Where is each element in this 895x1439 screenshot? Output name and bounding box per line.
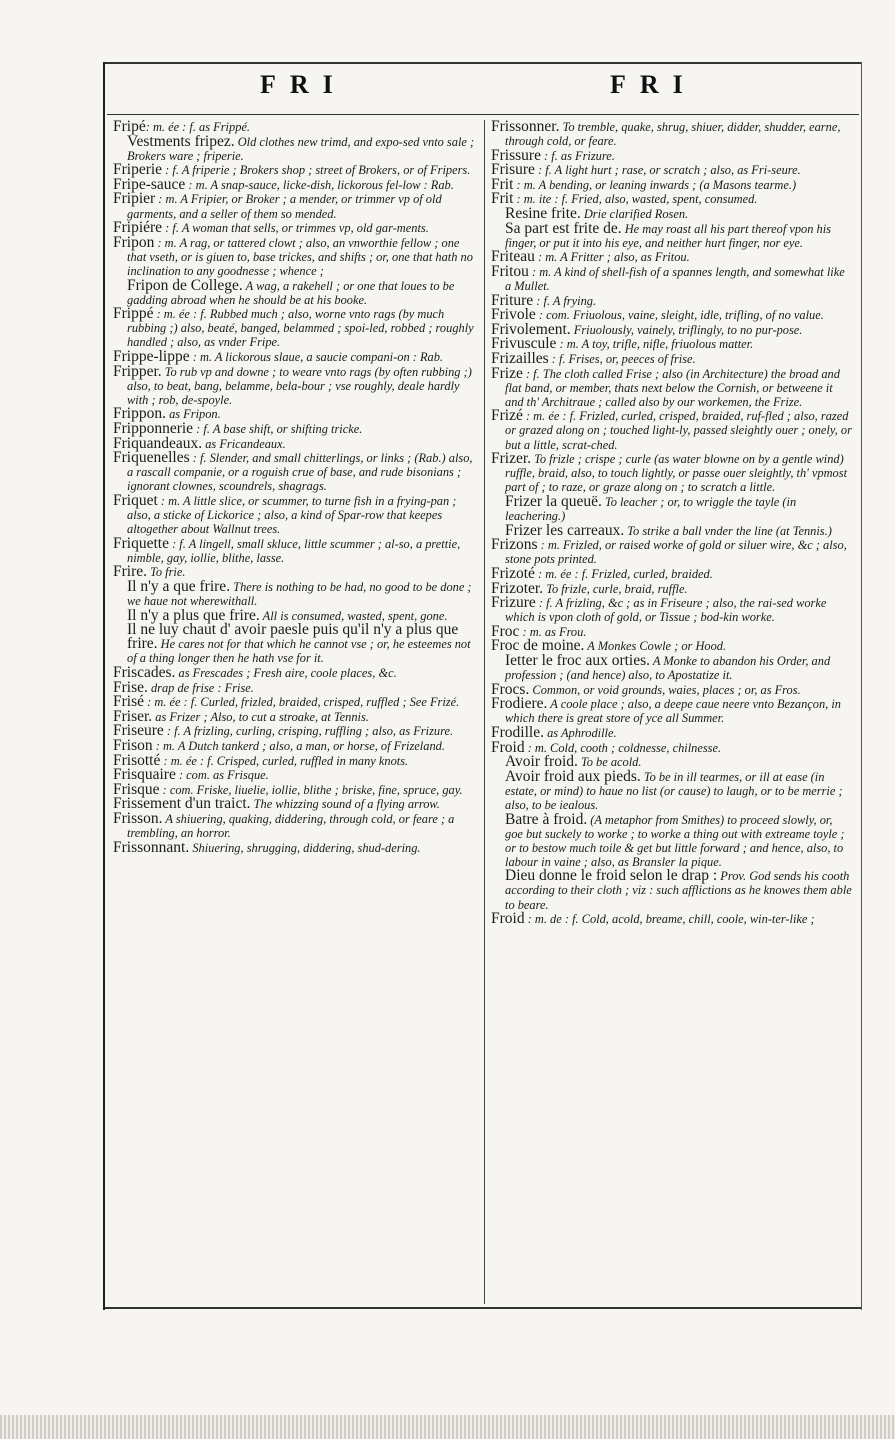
entry-headword: Fripe-sauce [113,175,186,193]
entry-definition: : f. A frizling, curling, crisping, ruffling ; also, as Frizure. [163,724,454,739]
dictionary-entry [491,120,853,148]
entry-headword: Friser. [113,707,153,725]
entry-definition: Old clothes new trimd, and expo-sed vnto sale ; Brokers ware ; friperie. [127,134,475,163]
entry-definition: To be in ill tearmes, or ill at ease (in estate, or mind) to haue no list (or cause) to laugh, or to be merrie ; also, to be iealous. [505,769,843,812]
entry-headword: Resine frite. [505,205,581,223]
dictionary-entry [113,175,475,193]
entry-definition: Drie clarified Rosen. [580,207,689,222]
entry-definition: To tremble, quake, shrug, shiuer, didder, shudder, earne, through cold, or feare. [505,120,841,149]
entry-definition: A Monke to abandon his Order, and profession ; (and hence) also, to Apostatize it. [505,653,831,683]
entry-headword: Frit [491,175,514,193]
entry-headword: Frocs. [491,680,530,698]
dictionary-entry [113,350,475,364]
entry-headword: Frisure [491,161,535,179]
entry-headword: Frisquaire [113,766,176,784]
entry-definition: : m. ée : f. Crisped, curled, ruffled in many knots. [160,753,409,768]
dictionary-entry [491,596,853,624]
dictionary-entry [491,521,853,539]
entry-headword: Friscades. [113,664,176,682]
entry-definition: : m. as Frou. [519,624,587,639]
entry-headword: Frizoter. [491,579,544,597]
entry-definition: A Monkes Cowle ; or Hood. [584,639,727,654]
entry-headword: Frodille. [491,723,544,741]
dictionary-entry [113,797,475,811]
entry-headword: Frippon. [113,405,166,423]
entry-definition: Shiuering, shrugging, diddering, shud-dering. [189,840,421,855]
entry-headword: Il n'y a plus que frire. [127,606,260,624]
dictionary-entry [491,352,853,366]
entry-headword: Frodiere. [491,695,548,713]
dictionary-entry [491,869,853,911]
entry-headword: Fritou [491,262,529,280]
entry-headword: Fripé [113,120,146,135]
entry-headword: Il n'y a que frire. [127,578,231,595]
entry-headword: Frise. [113,678,148,696]
dictionary-entry [113,221,475,235]
entry-headword: Friquet [113,491,158,509]
entry-definition: as Aphrodille. [543,725,617,740]
entry-definition: : m. A Fritter ; also, as Fritou. [534,250,690,265]
left-column [113,120,475,1300]
entry-headword: Frivolement. [491,320,571,338]
entry-definition: : com. as Frisque. [175,768,269,783]
entry-headword: Frisque [113,780,160,798]
entry-definition: A wag, a rakehell ; or one that loues to be gadding abroad when he should be at his booke. [127,278,455,307]
dictionary-entry [113,491,475,537]
entry-headword: Ietter le froc aux orties. [505,651,651,669]
dictionary-entry [113,623,475,665]
entry-definition: : m. ée : f. Frizled, curled, crisped, braided, ruf-fled ; also, razed or grazed along on ; touched light-ly, passed sleightly ouer ; onely, or but a little, scrat-ched. [505,409,852,452]
dictionary-entry [113,307,475,349]
entry-headword: Il ne luy chaut d' avoir paesle puis qu'il n'y a plus que frire. [127,621,459,653]
entry-definition: A shiuering, quaking, diddering, through cold, or feare ; a trembling, an horror. [127,812,455,841]
dictionary-entry [491,810,853,869]
entry-definition: : m. ée : f. Curled, frizled, braided, crisped, ruffled ; See Frizé. [144,695,460,710]
entry-definition: : m. A toy, trifle, nifle, friuolous matter. [556,337,754,352]
entry-headword: Frippe-lippe [113,348,190,365]
entry-definition: All is consumed, wasted, spent, gone. [259,608,448,623]
running-head-left: FRI [260,70,347,99]
entry-definition: : f. A frizling, &c ; as in Friseure ; also, the rai-sed worke which is vpon cloth of gold, or Tissue ; bod-kin worke. [505,596,827,625]
entry-definition: : m. A snap-sauce, licke-dish, lickorous fel-low : Rab. [185,177,454,192]
entry-headword: Batre à froid. [505,810,588,828]
entry-headword: Friquette [113,534,169,552]
dictionary-entry [491,492,853,524]
entry-definition: : f. Slender, and small chitterlings, or links ; (Rab.) also, a rascall companie, or a roguish crue of base, and rude bisonians ; ignorant clownes, scoundrels, shagrags. [127,451,473,494]
entry-definition: : f. A base shift, or shifting tricke. [193,421,363,436]
entry-definition: : f. The cloth called Frise ; also (in Architecture) the broad and flat band, or member, thats next below the Cornish, or betweene it and th' Architraue ; called also by our workemen, the Frize. [505,366,840,409]
dictionary-entry [491,364,853,409]
dictionary-entry [113,739,475,753]
entry-definition: : f. A frying. [533,293,597,308]
entry-definition: To leacher ; or, to wriggle the tayle (in leachering.) [505,494,797,524]
entry-headword: Frizure [491,594,536,612]
entry-headword: Frizailles [491,350,549,367]
entry-headword: Froc [491,622,520,640]
dictionary-entry [491,163,853,177]
entry-definition: : m. ée : f. Frizled, curled, braided. [534,566,713,581]
entry-headword: Frison [113,737,153,755]
dictionary-entry [491,250,853,264]
entry-definition: : m. ée : f. Rubbed much ; also, worne vnto rags (by much rubbing ;) also, beaté, banged, belammed ; spoi-led, robbed ; roughly handled ; also, as vnder Fripe. [127,307,474,350]
column-divider [484,120,485,1304]
entry-headword: Frizer. [491,450,532,468]
entry-definition: drap de frise : Frise. [147,680,254,695]
entry-headword: Frire. [113,563,148,581]
entry-definition: : f. Frises, or, peeces of frise. [548,352,696,366]
entry-headword: Frizé [491,407,523,425]
entry-definition: : f. as Frizure. [540,148,615,163]
entry-definition: : m. A little slice, or scummer, to turne fish in a frying-pan ; also, a sticke of Lickorice ; also, a kind of Spar-row that keepes altogether about Wallnut trees. [127,493,457,537]
dictionary-entry [113,132,475,163]
entry-definition: A coole place ; also, a deepe caue neere vnto Bezançon, in which there is great store of yce all Summer. [505,697,841,726]
entry-headword: Frit [491,190,514,208]
entry-definition: : m. A Fripier, or Broker ; a mender, or trimmer vp of old garments, and a seller of them so mended. [127,192,442,221]
entry-definition: : m. A kind of shell-fish of a spannes length, and somewhat like a Mullet. [505,264,845,294]
entry-definition: Friuolously, vainely, triflingly, to no pur-pose. [570,322,803,337]
dictionary-entry [491,452,853,494]
dictionary-entry [113,724,475,738]
dictionary-entry [113,362,475,407]
entry-definition: : m. A rag, or tattered clowt ; also, an vnworthie fellow ; one that vseth, or is giuen to, base trickes, and shifts ; or, one that hath no inclination to any goodnesse ; whence ; [127,235,473,278]
entry-headword: Friteau [491,248,535,266]
entry-headword: Frivuscule [491,335,557,353]
scan-edge-band [0,1415,895,1439]
entry-headword: Frisson. [113,810,163,827]
entry-headword: Frissonner. [491,120,560,135]
entry-headword: Friquandeaux. [113,434,203,452]
entry-headword: Froc de moine. [491,637,585,655]
entry-definition: Common, or void grounds, waies, places ; or, as Fros. [529,682,801,697]
dictionary-entry [491,767,853,812]
entry-headword: Frizoté [491,564,535,582]
entry-definition: : m. A bending, or leaning inwards ; (a Masons tearme.) [513,177,797,192]
entry-definition: : f. A lingell, small skluce, little scummer ; al-so, a prettie, nimble, gay, iollie, blithe, lasse. [127,536,461,565]
dictionary-entry [491,146,853,164]
entry-headword: Frissement d'un traict. [113,795,251,813]
entry-headword: Fripier [113,190,156,208]
dictionary-entry [113,678,475,696]
dictionary-entry [491,409,853,451]
entry-headword: Friquenelles [113,449,190,467]
entry-definition: : m. de : f. Cold, acold, breame, chill, coole, win-ter-like ; [524,912,815,927]
dictionary-entry [113,838,475,856]
dictionary-entry [113,451,475,493]
entry-definition: To rub vp and downe ; to weare vnto rags (by often rubbing ;) also, to beat, bang, belamme, bela-bour ; vse roughly, deale hardly with ; rob, de-spoyle. [127,364,472,407]
entry-definition: (A metaphor from Smithes) to proceed slowly, or, goe but suckely to worke ; to worke a thing out with extreame toyle ; or to bestow much toile & get but little forward ; and hence, also, to labour in vaine ; also, as Bransler la pique. [505,812,845,869]
entry-definition: : m. ée : f. as Frippé. [145,120,250,134]
entry-definition: He may roast all his part thereof vpon his finger, or put it into his eye, and neither hurt finger, nor eye. [505,221,832,250]
dictionary-entry [113,534,475,565]
entry-headword: Friture [491,291,534,309]
dictionary-entry [113,666,475,680]
entry-definition: The whizzing sound of a flying arrow. [250,797,440,812]
entry-headword: Frisé [113,693,144,711]
entry-definition: To strike a ball vnder the line (at Tennis.) [624,523,832,538]
dictionary-entry [113,707,475,725]
entry-headword: Froid [491,910,525,928]
dictionary-entry [113,580,475,608]
entry-definition: : f. A light hurt ; rase, or scratch ; also, as Fri-seure. [534,163,801,178]
dictionary-entry [491,579,853,597]
top-rule [105,62,861,64]
entry-definition: : m. Cold, cooth ; coldnesse, chilnesse. [524,740,722,755]
dictionary-entry [491,651,853,683]
entry-headword: Fripiére [113,219,163,237]
entry-definition: To frizle ; crispe ; curle (as water blowne on by a gentle wind) ruffle, braid, also, to touch lightly, or passe ouer sleightly, th' vpmost part of ; to raze, or graze along on ; to scratch a little. [505,452,848,495]
entry-headword: Vestments fripez. [127,132,235,150]
dictionary-entry [113,276,475,307]
entry-definition: as Fricandeaux. [202,436,286,451]
dictionary-entry [491,291,853,309]
entry-definition: : m. Frizled, or raised worke of gold or siluer wire, &c ; also, stone pots printed. [505,538,847,567]
entry-definition: He cares not for that which he cannot vse ; or, he esteemes not of a thing longer then he hath vse for it. [127,637,471,666]
entry-headword: Fripponnerie [113,419,194,437]
dictionary-entry [113,192,475,220]
entry-definition: : com. Friuolous, vaine, sleight, idle, trifling, of no value. [535,308,824,323]
entry-definition: To frie. [147,565,186,580]
dictionary-entry [113,812,475,840]
right-column [491,120,853,1302]
entry-definition: : f. A friperie ; Brokers shop ; street of Brokers, or of Fripers. [162,163,471,178]
entry-headword: Frissure [491,146,541,164]
entry-headword: Friperie [113,161,163,179]
entry-definition: as Frescades ; Fresh aire, coole places, &c. [175,666,397,681]
dictionary-entry [491,564,853,582]
entry-definition: : m. ite : f. Fried, also, wasted, spent, consumed. [513,192,758,207]
entry-definition: To be acold. [577,755,642,770]
bottom-rule [105,1307,861,1309]
entry-headword: Friseure [113,722,164,740]
entry-headword: Frize [491,364,523,382]
header-rule [107,114,859,115]
dictionary-entry [113,768,475,782]
entry-definition: Prov. God sends his cooth according to their cloth ; viz : such afflictions as he knowes them able to beare. [505,869,852,912]
entry-definition: : com. Friske, liuelie, iollie, blithe ; briske, fine, spruce, gay. [159,782,463,797]
entry-headword: Frippé [113,305,154,323]
dictionary-entry [491,175,853,193]
entry-headword: Frizer les carreaux. [505,521,625,539]
entry-definition: : f. A woman that sells, or trimmes vp, old gar-ments. [162,221,429,236]
entry-headword: Froid [491,738,525,756]
entry-definition: : m. A Dutch tankerd ; also, a man, or horse, of Frizeland. [152,739,445,754]
entry-headword: Fripper. [113,362,162,380]
entry-headword: Frisotté [113,751,161,769]
dictionary-entry [491,538,853,566]
entry-definition: : m. A lickorous slaue, a saucie compani-on : Rab. [189,350,444,364]
dictionary-entry [491,723,853,741]
dictionary-entry [491,697,853,725]
entry-headword: Avoir froid aux pieds. [505,767,641,785]
entry-headword: Sa part est frite de. [505,219,622,237]
entry-definition: as Frizer ; Also, to cut a stroake, at Tennis. [152,709,369,724]
entry-headword: Dieu donne le froid selon le drap : [505,867,718,885]
dictionary-page [103,62,862,1310]
dictionary-entry [113,233,475,278]
running-head-right: FRI [610,70,697,99]
entry-headword: Fripon de College. [127,276,243,294]
entry-headword: Avoir froid. [505,753,578,771]
dictionary-entry [113,695,475,709]
entry-headword: Frizons [491,536,538,554]
dictionary-entry [491,912,853,926]
entry-headword: Frissonnant. [113,838,190,856]
entry-headword: Frivole [491,306,536,324]
entry-headword: Fripon [113,233,155,251]
dictionary-entry [491,262,853,294]
entry-headword: Frizer la queuë. [505,492,602,510]
entry-definition: There is nothing to be had, no good to be done ; we haue not wherewithall. [127,580,472,609]
entry-definition: as Fripon. [165,407,221,422]
dictionary-entry [491,219,853,250]
entry-definition: To frizle, curle, braid, ruffle. [543,581,688,596]
